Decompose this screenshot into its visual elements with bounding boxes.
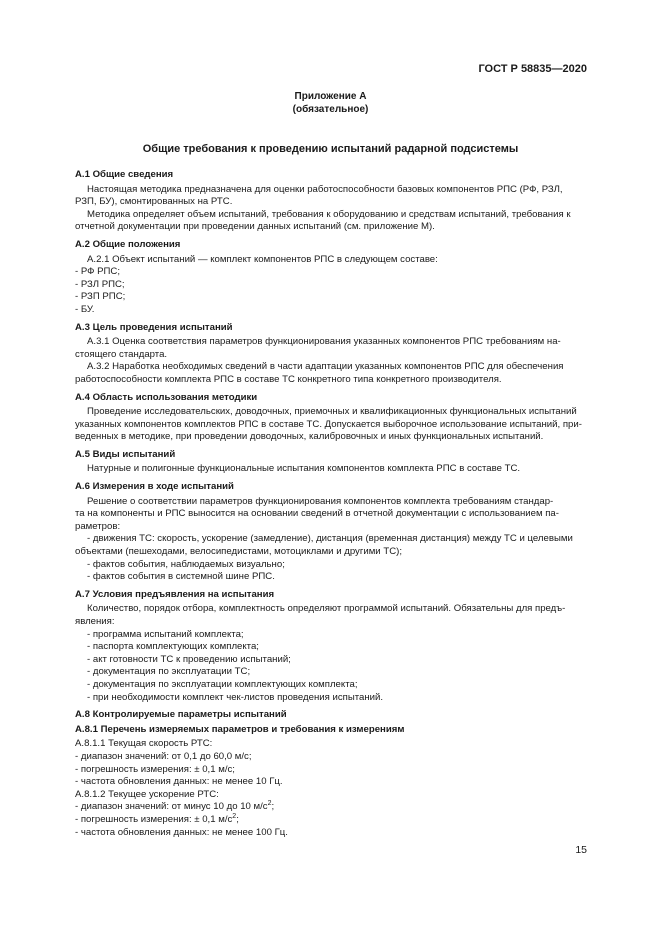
section-heading: А.3 Цель проведения испытаний: [75, 321, 233, 333]
list-item: - фактов события в системной шине РПС.: [87, 571, 275, 583]
appendix-label: Приложение А: [294, 91, 367, 102]
paragraph-line: А.8.1.1 Текущая скорость РТС:: [75, 738, 213, 750]
section-heading: А.1 Общие сведения: [75, 169, 174, 180]
appendix-body: [75, 169, 584, 839]
list-item: - частота обновления данных: не менее 10 Гц.: [75, 776, 283, 788]
list-item: - акт готовности ТС к проведению испытаний;: [87, 653, 291, 665]
paragraph-line: РЗП, БУ), смонтированных на РТС.: [75, 196, 233, 208]
list-item: - РЗП РПС;: [75, 291, 126, 303]
list-item: - движения ТС: скорость, ускорение (замедление), дистанция (временная дистанция) между ТС и целевыми: [87, 533, 573, 545]
paragraph-line: Натурные и полигонные функциональные испытания компонентов комплекта РПС в составе ТС.: [87, 463, 521, 475]
list-item: - диапазон значений: от 0,1 до 60,0 м/с;: [75, 750, 252, 762]
superscript: 2: [267, 800, 272, 808]
punctuation: ;: [236, 813, 239, 825]
paragraph-line: Настоящая методика предназначена для оценки работоспособности базовых компонентов РПС (РФ, РЗЛ,: [87, 183, 563, 195]
paragraph-line: А.2.1 Объект испытаний — комплект компонентов РПС в следующем составе:: [87, 253, 438, 265]
list-item: - РЗЛ РПС;: [75, 278, 125, 290]
paragraph-line: раметров:: [75, 520, 121, 532]
section-heading: А.8 Контролируемые параметры испытаний: [75, 709, 287, 721]
section-heading: А.4 Область использования методики: [75, 391, 258, 403]
paragraph-line: Количество, порядок отбора, комплектность определяют программой испытаний. Обязательны для предъ-: [87, 603, 566, 615]
paragraph-line: та на компоненты и РПС выносится на основании сведений в отчетной документации с использованием па-: [75, 508, 559, 520]
superscript: 2: [232, 812, 237, 820]
list-item: - паспорта комплектующих комплекта;: [87, 641, 259, 653]
list-item: - документация по эксплуатации ТС;: [87, 666, 251, 678]
subsection-heading: А.8.1 Перечень измеряемых параметров и требования к измерениям: [75, 723, 405, 735]
list-item-text: - диапазон значений: от минус 10 до 10 м/с: [75, 801, 268, 813]
appendix-status: (обязательное): [292, 103, 369, 115]
paragraph-line: объектами (пешеходами, велосипедистами, мотоциклами и другими ТС);: [75, 546, 402, 558]
list-item: - фактов события, наблюдаемых визуально;: [87, 558, 285, 570]
section-heading: А.7 Условия предъявления на испытания: [75, 588, 275, 600]
list-item: - программа испытаний комплекта;: [87, 628, 244, 640]
list-item: [75, 814, 584, 827]
list-item-text: - погрешность измерения: ± 0,1 м/с: [75, 813, 233, 825]
paragraph-line: стоящего стандарта.: [75, 348, 168, 360]
punctuation: ;: [271, 801, 275, 813]
list-item: - погрешность измерения: ± 0,1 м/с;: [75, 763, 235, 775]
list-item: - РФ РПС;: [75, 266, 120, 278]
paragraph-line: А.8.1.2 Текущее ускорение РТС:: [75, 788, 219, 800]
list-item: - частота обновления данных: не менее 100 Гц.: [75, 826, 288, 838]
paragraph-line: А.3.2 Наработка необходимых сведений в части адаптации указанных компонентов РПС для обеспечения: [87, 361, 564, 373]
page-number: 15: [575, 844, 587, 856]
section-heading: А.2 Общие положения: [75, 238, 181, 250]
list-item: - БУ.: [75, 303, 95, 315]
section-heading: А.5 Виды испытаний: [75, 448, 176, 460]
standard-code: ГОСТ Р 58835—2020: [478, 63, 587, 75]
paragraph-line: отчетной документации при проведении данных испытаний (см. приложение М).: [75, 221, 435, 233]
paragraph-line: указанных компонентов комплектов РПС в составе ТС. Допускается выборочное использование испытаний, при-: [75, 418, 582, 430]
list-item: [75, 801, 584, 814]
paragraph-line: явления:: [75, 616, 115, 627]
section-heading: А.6 Измерения в ходе испытаний: [75, 481, 234, 493]
paragraph-line: Методика определяет объем испытаний, требования к оборудованию и средствам испытаний, требования к: [87, 208, 571, 220]
paragraph-line: Проведение исследовательских, доводочных, приемочных и квалификационных функциональных испытаний: [87, 406, 577, 418]
paragraph-line: Решение о соответствии параметров функционирования компонентов комплекта требованиям стандар-: [87, 495, 554, 507]
paragraph-line: веденных в методике, при проведении доводочных, калибровочных и иных функциональных испытаний.: [75, 431, 544, 443]
paragraph-line: А.3.1 Оценка соответствия параметров функционирования указанных компонентов РПС требованиям на-: [87, 336, 561, 348]
appendix-heading: [0, 91, 661, 116]
appendix-title: Общие требования к проведению испытаний радарной подсистемы: [142, 143, 519, 155]
paragraph-line: работоспособности комплекта РПС в составе ТС конкретного типа конкретного производителя.: [75, 373, 502, 385]
list-item: - при необходимости комплект чек-листов проведения испытаний.: [87, 691, 384, 703]
list-item: - документация по эксплуатации комплектующих комплекта;: [87, 678, 358, 690]
